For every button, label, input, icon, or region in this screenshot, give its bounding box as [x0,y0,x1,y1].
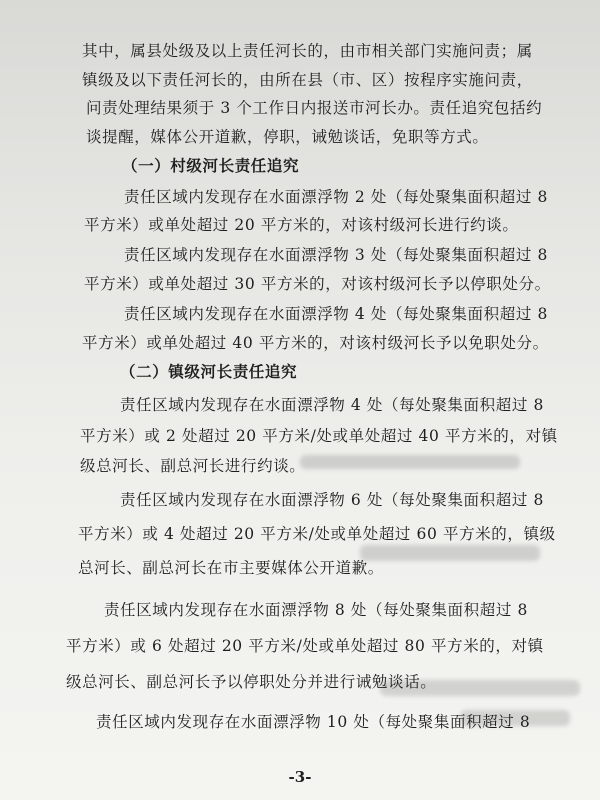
body-text-line: 级总河长、副总河长进行约谈。 [80,457,306,475]
body-text-line: 平方米）或单处超过 20 平方米的，对该村级河长进行约谈。 [84,216,519,234]
body-text-line: 责任区域内发现存在水面漂浮物 8 处（每处聚集面积超过 8 [104,601,528,619]
body-text-line: 级总河长、副总河长予以停职处分并进行诫勉谈话。 [66,673,437,691]
body-text-line: 平方米）或 6 处超过 20 平方米/处或单处超过 80 平方米的，对镇 [66,637,544,655]
section-heading: （一）村级河长责任追究 [122,156,300,175]
body-text-line: 责任区域内发现存在水面漂浮物 6 处（每处聚集面积超过 8 [120,491,544,509]
body-text-line: 平方米）或 2 处超过 20 平方米/处或单处超过 40 平方米的，对镇 [80,427,558,445]
body-text-line: 谈提醒，媒体公开道歉，停职，诫勉谈话，免职等方式。 [86,128,489,146]
page-number: -3- [288,768,312,786]
body-text-line: 总河长、副总河长在市主要媒体公开道歉。 [78,559,384,577]
body-text-line: 责任区域内发现存在水面漂浮物 3 处（每处聚集面积超过 8 [124,246,548,264]
body-text-line: 责任区域内发现存在水面漂浮物 4 处（每处聚集面积超过 8 [120,396,544,414]
body-text-line: 镇级及以下责任河长的，由所在县（市、区）按程序实施问责， [82,71,533,89]
body-text-line: 责任区域内发现存在水面漂浮物 2 处（每处聚集面积超过 8 [124,188,548,206]
body-text-line: 责任区域内发现存在水面漂浮物 10 处（每处聚集面积超过 8 [96,713,531,731]
body-text-line: 责任区域内发现存在水面漂浮物 4 处（每处聚集面积超过 8 [124,305,548,323]
body-text-line: 平方米）或 4 处超过 20 平方米/处或单处超过 60 平方米的，镇级 [78,525,556,543]
section-heading: （二）镇级河长责任追究 [120,362,298,381]
body-text-line: 问责处理结果须于 3 个工作日内报送市河长办。责任追究包括约 [86,99,543,117]
body-text-line: 平方米）或单处超过 40 平方米的，对该村级河长予以免职处分。 [82,334,549,352]
body-text-line: 平方米）或单处超过 30 平方米的，对该村级河长予以停职处分。 [84,275,551,293]
body-text-line: 其中，属县处级及以上责任河长的，由市相关部门实施问责；属 [82,42,533,60]
